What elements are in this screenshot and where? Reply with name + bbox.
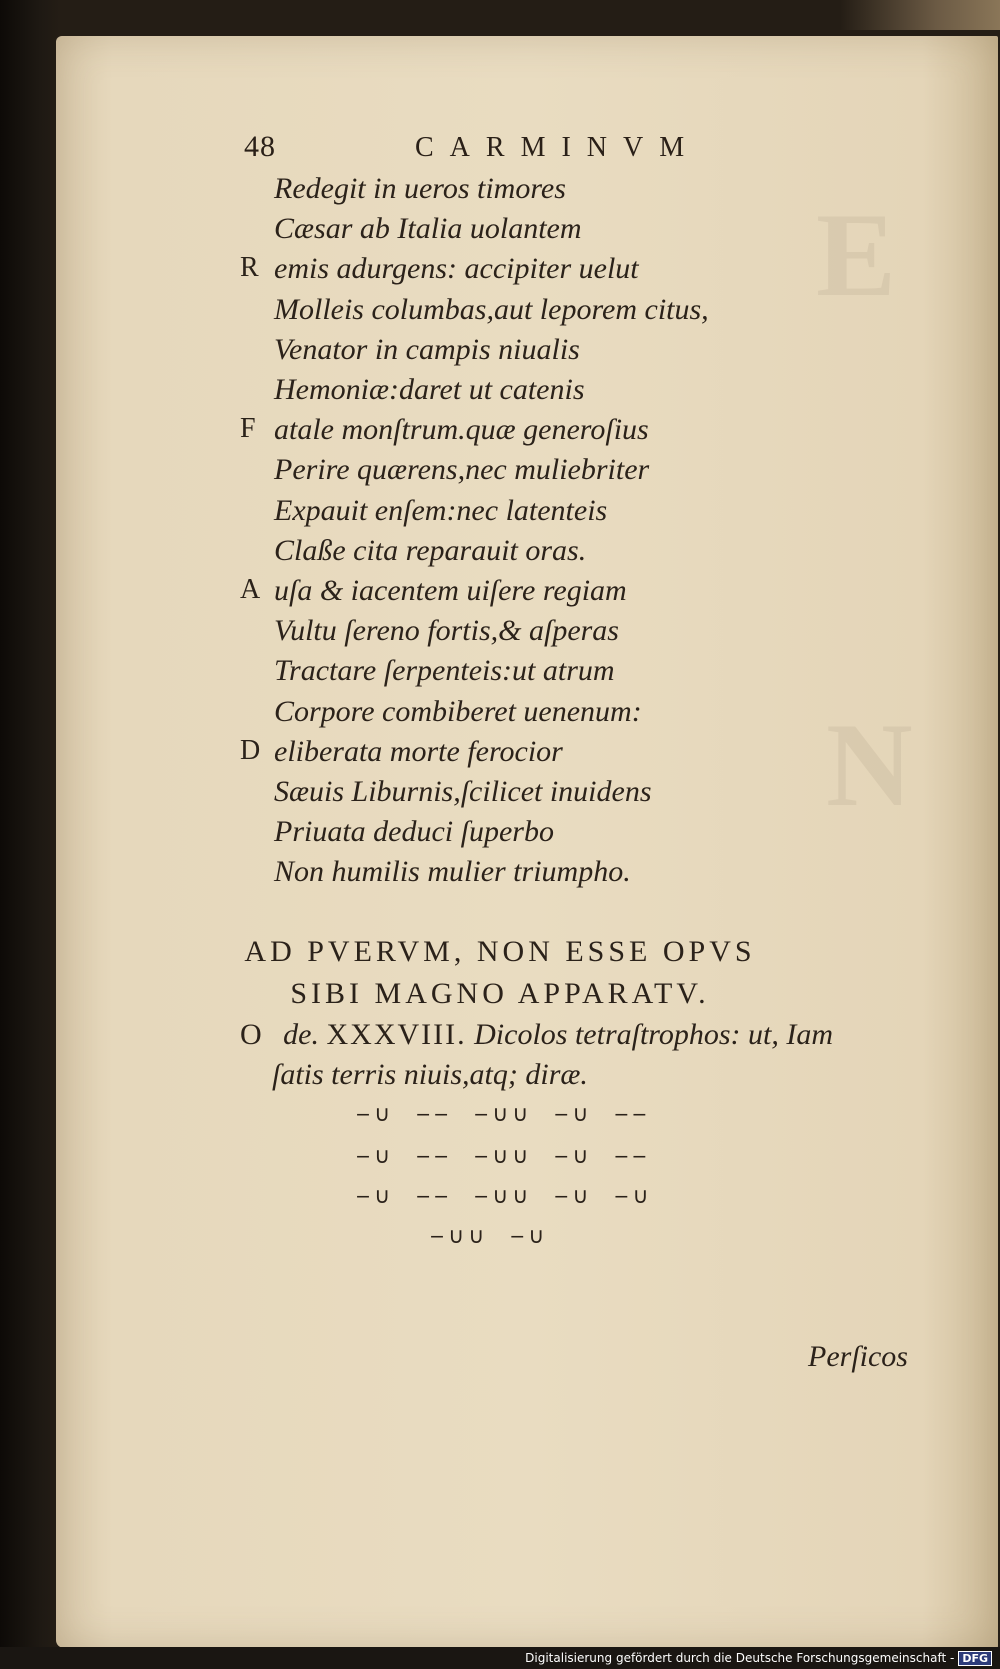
ode-number: XXXVIII. (326, 1018, 467, 1051)
show-through-ghost: E (816, 188, 897, 321)
verse-initial: R (240, 252, 259, 284)
verse-initial: F (240, 413, 256, 445)
ode-incipit-continuation: ſatis terris niuis,atq; diræ. (272, 1058, 588, 1091)
funding-notice: Digitalisierung gefördert durch die Deutsche Forschungsgemeinschaft - (525, 1651, 955, 1665)
meter-scheme-line: ‒∪∪ ‒∪ (430, 1224, 549, 1249)
page-number: 48 (244, 130, 276, 163)
ode-descriptor (240, 1018, 833, 1052)
digitization-footer (0, 1647, 1000, 1669)
next-page-edge (840, 0, 1000, 30)
ode-label: de. (283, 1018, 319, 1051)
dfg-logo: DFG (958, 1651, 992, 1666)
verse-text: Perire quærens,nec muliebriter (274, 453, 650, 487)
verse-text: Cæsar ab Italia uolantem (274, 212, 582, 246)
poem-heading-line-2: SIBI MAGNO APPARATV. (290, 977, 710, 1010)
verse-text: Expauit enſem:nec latenteis (274, 493, 608, 527)
verse-text: uſa & iacentem uiſere regiam (274, 574, 627, 607)
verse-text: Tractare ſerpenteis:ut atrum (274, 654, 615, 688)
meter-scheme-line: ‒∪ ‒‒ ‒∪∪ ‒∪ ‒‒ (356, 1144, 651, 1169)
meter-scheme-line: ‒∪ ‒‒ ‒∪∪ ‒∪ ‒∪ (356, 1184, 653, 1209)
verse-text: Claße cita reparauit oras. (274, 533, 587, 567)
ode-meter-description: Dicolos tetraſtrophos: ut, Iam (474, 1018, 834, 1051)
catchword: Perſicos (808, 1340, 908, 1373)
meter-scheme-line: ‒∪ ‒‒ ‒∪∪ ‒∪ ‒‒ (356, 1102, 651, 1127)
verse-text: eliberata morte ferocior (274, 734, 563, 768)
ode-initial: O (240, 1018, 262, 1051)
poem-heading-line-1: AD PVERVM, NON ESSE OPVS (244, 935, 756, 968)
running-title: CARMINVM (415, 132, 701, 163)
show-through-ghost: N (826, 698, 913, 831)
verse-text: Priuata deduci ſuperbo (274, 815, 554, 849)
verse-text: Corpore combiberet uenenum: (274, 694, 642, 728)
verse-text: Venator in campis niualis (274, 332, 580, 366)
verse-text: Vultu ſereno fortis,& aſperas (274, 614, 619, 648)
verse-text: Molleis columbas,aut leporem citus, (274, 292, 709, 326)
verse-initial: A (240, 574, 261, 605)
verse-initial: D (240, 734, 261, 766)
verse-text: atale monſtrum.quæ generoſius (274, 413, 649, 447)
verse-text: Hemoniæ:daret ut catenis (274, 373, 585, 406)
verse-text: Non humilis mulier triumpho. (274, 855, 631, 889)
verse-text: emis adurgens: accipiter uelut (274, 252, 639, 286)
verse-text: Sæuis Liburnis,ſcilicet inuidens (274, 775, 652, 808)
verse-text: Redegit in ueros timores (274, 172, 566, 205)
